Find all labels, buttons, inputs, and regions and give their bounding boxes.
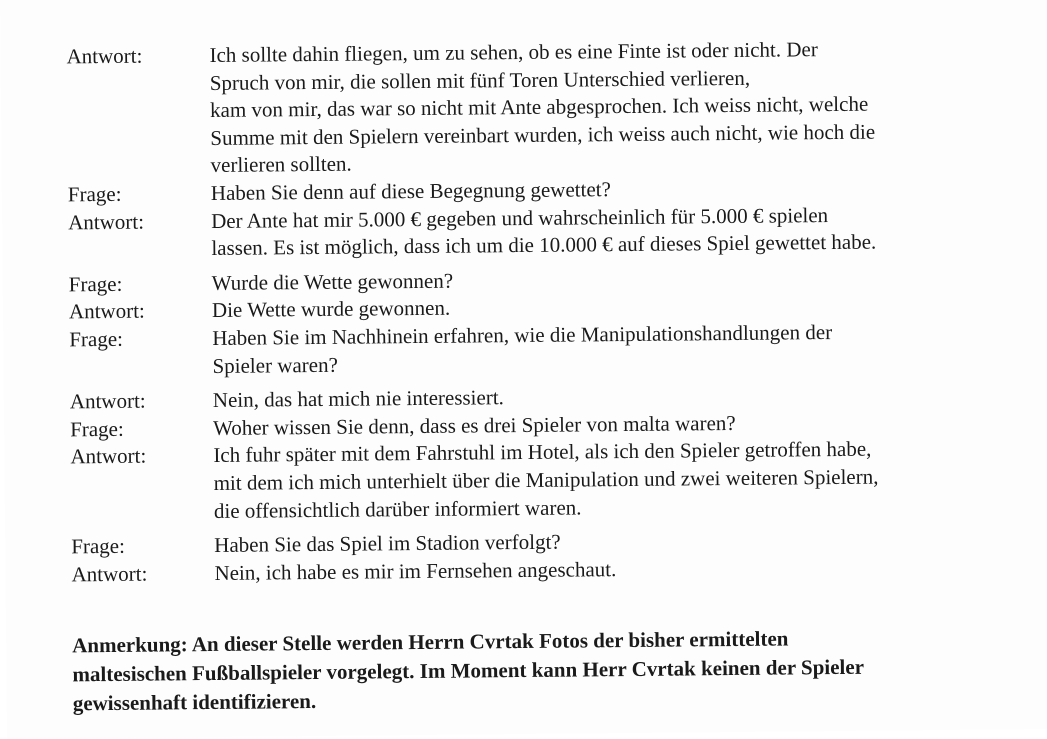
interview-transcript	[66, 34, 1011, 588]
text-line: Spieler waren?	[212, 352, 338, 378]
qa-entry	[66, 34, 1007, 181]
text-line: Ich sollte dahin fliegen, um zu sehen, ob es eine Finte ist oder nicht. Der	[209, 37, 818, 67]
entry-text	[213, 435, 1011, 525]
speaker-label: Frage:	[70, 416, 124, 442]
remark-note	[72, 622, 1013, 718]
text-line: die offensichtlich darüber informiert waren.	[213, 494, 582, 523]
qa-entry	[68, 200, 1008, 264]
speaker-label: Frage:	[67, 181, 122, 207]
text-line: Nein, ich habe es mir im Fernsehen angeschaut.	[214, 556, 617, 585]
remark-line: Anmerkung: An dieser Stelle werden Herrn Cvrtak Fotos der bisher ermittelten	[72, 626, 789, 658]
text-line: Haben Sie im Nachhinein erfahren, wie die Manipulationshandlungen der	[212, 319, 833, 350]
text-line: Spruch von mir, die sollen mit fünf Toren Unterschied verlieren,	[209, 65, 751, 95]
speaker-label: Antwort:	[69, 388, 146, 414]
text-line: Der Ante hat mir 5.000 € gegeben und wahrscheinlich für 5.000 € spielen	[211, 202, 829, 233]
text-line: Haben Sie das Spiel im Stadion verfolgt?	[214, 529, 561, 558]
speaker-label: Antwort:	[70, 443, 147, 469]
text-line: mit dem ich mich unterhielt über die Manipulation und zwei weiteren Spielern,	[213, 464, 879, 495]
text-line: Woher wissen Sie denn, dass es drei Spieler von malta waren?	[213, 410, 736, 440]
text-line: verlieren sollten.	[210, 152, 352, 178]
speaker-label: Frage:	[71, 533, 126, 559]
text-line: Wurde die Wette gewonnen?	[211, 268, 454, 295]
text-line: Nein, das hat mich nie interessiert.	[212, 385, 504, 413]
text-line: Summe mit den Spielern vereinbart wurden, ich weiss auch nicht, wie hoch die	[210, 119, 876, 150]
remark-line: maltesischen Fußballspieler vorgelegt. Im Moment kann Herr Cvrtak keinen der Spieler	[72, 654, 865, 687]
entry-text	[212, 317, 1009, 380]
text-line: kam von mir, das war so nicht mit Ante abgesprochen. Ich weiss nicht, welche	[209, 91, 869, 123]
entry-text	[211, 200, 1008, 263]
speaker-label: Antwort:	[68, 209, 145, 234]
speaker-label: Frage:	[68, 271, 123, 297]
qa-entry	[70, 435, 1011, 527]
text-line: Haben Sie denn auf diese Begegnung gewettet?	[210, 177, 611, 205]
text-line: lassen. Es ist möglich, dass ich um die 10.000 € auf dieses Spiel gewettet habe.	[211, 229, 877, 261]
speaker-label: Antwort:	[66, 43, 143, 69]
speaker-label: Antwort:	[71, 561, 148, 587]
speaker-label: Antwort:	[68, 298, 145, 324]
text-line: Ich fuhr später mit dem Fahrstuhl im Hotel, als ich den Spieler getroffen habe,	[213, 436, 872, 468]
remark-line: gewissenhaft identifizieren.	[72, 688, 317, 716]
qa-entry	[69, 317, 1009, 381]
text-line: Die Wette wurde gewonnen.	[211, 296, 451, 323]
speaker-label: Frage:	[69, 326, 124, 352]
entry-text	[209, 34, 1007, 180]
